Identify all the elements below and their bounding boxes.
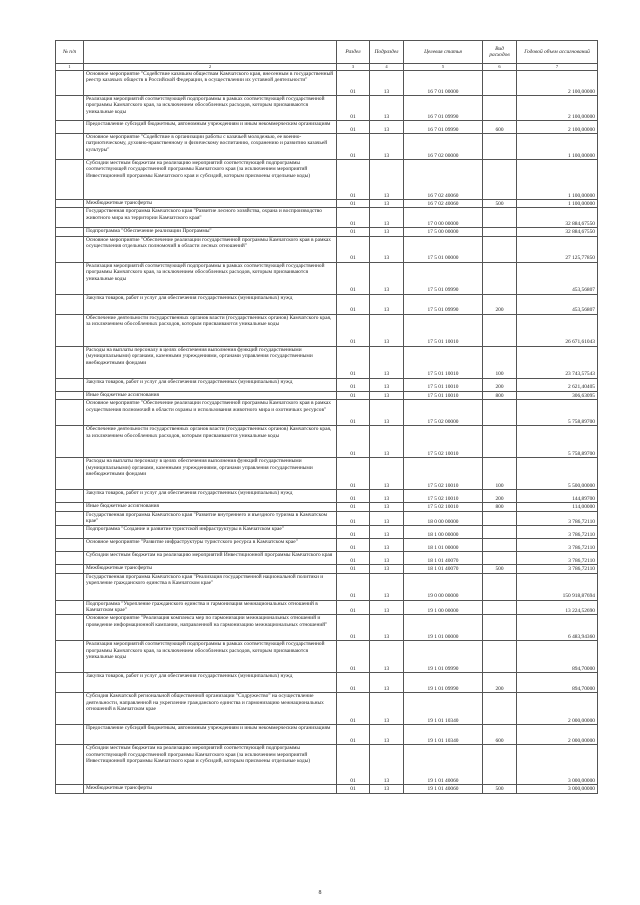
row-podrazdel: 13 [370, 573, 404, 600]
table-row [56, 378, 598, 391]
row-num [56, 725, 84, 745]
row-csr: 17 5 01 10010 [404, 314, 483, 346]
row-num [56, 745, 84, 785]
row-name: Подпрограмма "Укрепление гражданского единства и гармонизация межнациональных отношений в Камчатском крае" [84, 600, 337, 615]
row-sum: 2 000,00000 [517, 725, 598, 745]
row-num [56, 121, 84, 134]
table-row [56, 725, 598, 745]
row-num [56, 673, 84, 693]
row-csr: 18 1 01 40070 [404, 565, 483, 573]
row-vr: 500 [483, 565, 517, 573]
row-csr: 19 1 01 00000 [404, 615, 483, 641]
row-podrazdel: 13 [370, 121, 404, 134]
header-vr: Вид расходов [483, 41, 517, 64]
row-razdel: 01 [337, 693, 370, 725]
row-num [56, 490, 84, 503]
row-csr: 18 1 01 00000 [404, 539, 483, 552]
table-body [56, 71, 598, 794]
row-vr [483, 552, 517, 565]
row-name: Реализация мероприятий соответствующей подпрограммы в рамках соответствующей государственной программы Камчатского края, за исключением обособленных расходов, которым присваиваются уникальные коды [84, 96, 337, 121]
row-podrazdel: 13 [370, 693, 404, 725]
row-csr: 19 1 01 40060 [404, 745, 483, 785]
row-podrazdel: 13 [370, 725, 404, 745]
row-name: Основное мероприятие "Содействие казачьим обществам Камчатского края, внесенным в государственный реестр казачьих обществ в Российской Федерации, в осуществлении их уставной деятельности" [84, 71, 337, 96]
row-podrazdel: 13 [370, 426, 404, 458]
row-csr: 17 5 01 10010 [404, 346, 483, 378]
row-razdel: 01 [337, 160, 370, 200]
table-row [56, 693, 598, 725]
row-num [56, 96, 84, 121]
row-csr: 16 7 02 00000 [404, 134, 483, 160]
row-podrazdel: 13 [370, 600, 404, 615]
row-csr: 17 5 02 00000 [404, 400, 483, 426]
row-vr [483, 134, 517, 160]
row-sum: 3 000,00000 [517, 785, 598, 793]
row-vr [483, 236, 517, 262]
row-razdel: 01 [337, 400, 370, 426]
row-razdel: 01 [337, 134, 370, 160]
table-row [56, 600, 598, 615]
row-vr [483, 615, 517, 641]
row-podrazdel: 13 [370, 673, 404, 693]
row-podrazdel: 13 [370, 134, 404, 160]
row-sum: 2 621,40405 [517, 378, 598, 391]
table-row [56, 573, 598, 600]
row-csr: 16 7 01 09990 [404, 96, 483, 121]
row-csr: 17 5 01 09990 [404, 294, 483, 314]
row-csr: 18 1 00 00000 [404, 526, 483, 539]
table-row [56, 294, 598, 314]
row-name: Государственная программа Камчатского края "Развитие внутреннего и въездного туризма в Камчатском крае" [84, 511, 337, 526]
row-name: Закупка товаров, работ и услуг для обеспечения государственных (муниципальных) нужд [84, 378, 337, 391]
row-razdel: 01 [337, 641, 370, 673]
row-num [56, 228, 84, 236]
row-num [56, 314, 84, 346]
row-num [56, 160, 84, 200]
row-sum: 2 100,00000 [517, 71, 598, 96]
row-name: Государственная программа Камчатского края "Развитие лесного хозяйства, охрана и воспроизводство животного мира на территории Камчатского края" [84, 208, 337, 228]
row-vr [483, 228, 517, 236]
row-name: Реализация мероприятий соответствующей подпрограммы в рамках соответствующей государственной программы Камчатского края, за исключением обособленных расходов, которым присваиваются уникальные коды [84, 262, 337, 294]
table-row [56, 262, 598, 294]
row-name: Иные бюджетные ассигнования [84, 391, 337, 399]
row-podrazdel: 13 [370, 539, 404, 552]
budget-table [55, 40, 598, 794]
row-vr: 500 [483, 200, 517, 208]
row-vr: 200 [483, 490, 517, 503]
row-sum: 3 786,72110 [517, 565, 598, 573]
table-row [56, 391, 598, 399]
table-row [56, 200, 598, 208]
row-podrazdel: 13 [370, 511, 404, 526]
row-podrazdel: 13 [370, 745, 404, 785]
row-name: Основное мероприятие "Содействие в организации работы с казачьей молодежью, ее военно-патриотическому, духовно-нравственному и физическому воспитанию, сохранению и развитию казачьей культуры" [84, 134, 337, 160]
row-name: Основное мероприятие "Реализация комплекса мер по гармонизации межнациональных отношений и проведение информационной кампании, направленной на гармонизацию межнациональных отношений" [84, 615, 337, 641]
row-razdel: 01 [337, 391, 370, 399]
row-vr [483, 641, 517, 673]
row-csr: 17 5 01 00000 [404, 236, 483, 262]
row-sum: 144,89700 [517, 490, 598, 503]
row-vr: 800 [483, 503, 517, 511]
row-sum: 894,70000 [517, 673, 598, 693]
row-name: Обеспечение деятельности государственных органов власти (государственных органов) Камчатского края, за исключением обособленных расходов, которым присваиваются уникальные коды [84, 426, 337, 458]
row-razdel: 01 [337, 426, 370, 458]
row-razdel: 01 [337, 725, 370, 745]
row-num [56, 294, 84, 314]
table-row [56, 236, 598, 262]
row-csr: 17 5 02 10010 [404, 426, 483, 458]
row-razdel: 01 [337, 121, 370, 134]
row-vr [483, 314, 517, 346]
row-sum: 453,56807 [517, 262, 598, 294]
row-vr [483, 208, 517, 228]
table-row [56, 785, 598, 793]
row-num [56, 539, 84, 552]
row-num [56, 573, 84, 600]
row-vr: 100 [483, 458, 517, 490]
row-vr: 500 [483, 785, 517, 793]
table-row [56, 526, 598, 539]
row-vr [483, 573, 517, 600]
row-sum: 894,70000 [517, 641, 598, 673]
row-num [56, 600, 84, 615]
row-sum: 27 125,77850 [517, 236, 598, 262]
row-sum: 306,63095 [517, 391, 598, 399]
row-vr [483, 160, 517, 200]
col-number: 4 [370, 64, 404, 71]
row-csr: 17 5 00 00000 [404, 228, 483, 236]
row-podrazdel: 13 [370, 526, 404, 539]
row-razdel: 01 [337, 785, 370, 793]
row-vr [483, 526, 517, 539]
row-name: Закупка товаров, работ и услуг для обеспечения государственных (муниципальных) нужд [84, 490, 337, 503]
row-razdel: 01 [337, 208, 370, 228]
row-razdel: 01 [337, 526, 370, 539]
row-sum: 3 786,72110 [517, 552, 598, 565]
row-podrazdel: 13 [370, 490, 404, 503]
row-vr [483, 693, 517, 725]
row-razdel: 01 [337, 294, 370, 314]
row-name: Подпрограмма "Создание и развитие туристской инфраструктуры в Камчатском крае" [84, 526, 337, 539]
table-row [56, 96, 598, 121]
row-csr: 17 0 00 00000 [404, 208, 483, 228]
row-podrazdel: 13 [370, 262, 404, 294]
table-row [56, 503, 598, 511]
row-sum: 5 758,89700 [517, 400, 598, 426]
table-row [56, 615, 598, 641]
table-row [56, 565, 598, 573]
table-row [56, 71, 598, 96]
row-csr: 19 1 00 00000 [404, 600, 483, 615]
row-sum: 2 000,00000 [517, 693, 598, 725]
row-sum: 32 884,67550 [517, 228, 598, 236]
col-number: 6 [483, 64, 517, 71]
col-number: 7 [517, 64, 598, 71]
row-name: Основное мероприятие "Обеспечение реализации государственной программы Камчатского края в рамках осуществления отдельных полномочий в области лесных отношений" [84, 236, 337, 262]
row-csr: 17 5 02 10010 [404, 458, 483, 490]
row-num [56, 346, 84, 378]
row-num [56, 526, 84, 539]
row-num [56, 641, 84, 673]
row-sum: 6 483,94360 [517, 615, 598, 641]
row-sum: 1 100,00000 [517, 200, 598, 208]
row-sum: 32 884,67550 [517, 208, 598, 228]
row-vr: 200 [483, 378, 517, 391]
row-name: Предоставление субсидий бюджетным, автономным учреждениям и иным некоммерческим организациям [84, 725, 337, 745]
table-row [56, 160, 598, 200]
row-name: Иные бюджетные ассигнования [84, 503, 337, 511]
row-name: Обеспечение деятельности государственных органов власти (государственных органов) Камчатского края, за исключением обособленных расходов, которым присваиваются уникальные коды [84, 314, 337, 346]
row-podrazdel: 13 [370, 503, 404, 511]
page-number: 8 [318, 890, 322, 896]
row-vr [483, 426, 517, 458]
col-number: 3 [337, 64, 370, 71]
row-vr: 200 [483, 294, 517, 314]
row-num [56, 511, 84, 526]
row-num [56, 134, 84, 160]
table-row [56, 228, 598, 236]
row-name: Закупка товаров, работ и услуг для обеспечения государственных (муниципальных) нужд [84, 673, 337, 693]
table-row [56, 121, 598, 134]
row-csr: 16 7 01 09990 [404, 121, 483, 134]
row-name: Субсидия Камчатской региональной общественной организации "Содружество" на осуществление деятельности, направленной на укрепление гражданского единства и гармонизацию межнациональных отношений в Камчатском крае [84, 693, 337, 725]
table-row [56, 490, 598, 503]
row-podrazdel: 13 [370, 391, 404, 399]
row-name: Основное мероприятие "Обеспечение реализации государственной программы Камчатского края в рамках осуществления полномочий в области охраны и использования животного мира и охотничьих ресурсов" [84, 400, 337, 426]
row-podrazdel: 13 [370, 228, 404, 236]
row-podrazdel: 13 [370, 641, 404, 673]
row-num [56, 236, 84, 262]
row-sum: 114,00000 [517, 503, 598, 511]
row-sum: 13 224,52690 [517, 600, 598, 615]
row-sum: 3 786,72110 [517, 511, 598, 526]
header-sum: Годовой объем ассигнований [517, 41, 598, 64]
table-header-row [56, 41, 598, 64]
header-num: № п/п [56, 41, 84, 64]
row-name: Субсидии местным бюджетам на реализацию мероприятий соответствующей подпрограммы соответствующей государственной программы Камчатского края (за исключением мероприятий Инвестиционной программы Камчатского края и субсидий, которым присвоены отдельные коды) [84, 160, 337, 200]
row-razdel: 01 [337, 565, 370, 573]
row-podrazdel: 13 [370, 565, 404, 573]
row-razdel: 01 [337, 378, 370, 391]
row-razdel: 01 [337, 673, 370, 693]
row-name: Предоставление субсидий бюджетным, автономным учреждениям и иным некоммерческим организациям [84, 121, 337, 134]
row-csr: 17 5 01 09990 [404, 262, 483, 294]
header-csr: Целевая статья [404, 41, 483, 64]
row-razdel: 01 [337, 600, 370, 615]
row-razdel: 01 [337, 458, 370, 490]
row-razdel: 01 [337, 490, 370, 503]
row-num [56, 208, 84, 228]
row-sum: 1 100,00000 [517, 160, 598, 200]
row-podrazdel: 13 [370, 160, 404, 200]
row-name: Расходы на выплаты персоналу в целях обеспечения выполнения функций государственными (муниципальными) органами, казенными учреждениями, органами управления государственными внебюджетными фондами [84, 458, 337, 490]
row-podrazdel: 13 [370, 346, 404, 378]
row-name: Субсидии местным бюджетам на реализацию мероприятий Инвестиционной программы Камчатского края [84, 552, 337, 565]
row-num [56, 262, 84, 294]
row-csr: 16 7 02 40060 [404, 200, 483, 208]
row-name: Подпрограмма "Обеспечение реализации Программы" [84, 228, 337, 236]
row-num [56, 615, 84, 641]
row-csr: 17 5 02 10010 [404, 490, 483, 503]
row-vr [483, 262, 517, 294]
table-row [56, 208, 598, 228]
table-row [56, 134, 598, 160]
row-podrazdel: 13 [370, 208, 404, 228]
table-row [56, 400, 598, 426]
row-name: Реализация мероприятий соответствующей подпрограммы в рамках соответствующей государственной программы Камчатского края, за исключением обособленных расходов, которым присваиваются уникальные коды [84, 641, 337, 673]
row-csr: 19 1 01 10340 [404, 693, 483, 725]
row-sum: 26 671,61043 [517, 314, 598, 346]
row-vr: 600 [483, 725, 517, 745]
row-vr [483, 539, 517, 552]
row-num [56, 693, 84, 725]
row-sum: 5 500,00000 [517, 458, 598, 490]
row-num [56, 503, 84, 511]
row-num [56, 458, 84, 490]
row-podrazdel: 13 [370, 294, 404, 314]
col-number: 1 [56, 64, 84, 71]
table-row [56, 539, 598, 552]
table-row [56, 552, 598, 565]
row-num [56, 200, 84, 208]
row-podrazdel: 13 [370, 458, 404, 490]
row-csr: 16 7 01 00000 [404, 71, 483, 96]
table-row [56, 314, 598, 346]
row-podrazdel: 13 [370, 615, 404, 641]
row-csr: 16 7 02 40060 [404, 160, 483, 200]
row-razdel: 01 [337, 71, 370, 96]
row-razdel: 01 [337, 236, 370, 262]
row-sum: 5 758,89700 [517, 426, 598, 458]
row-podrazdel: 13 [370, 552, 404, 565]
row-name: Закупка товаров, работ и услуг для обеспечения государственных (муниципальных) нужд [84, 294, 337, 314]
row-num [56, 391, 84, 399]
row-podrazdel: 13 [370, 314, 404, 346]
row-razdel: 01 [337, 228, 370, 236]
header-podrazdel: Подраздел [370, 41, 404, 64]
row-sum: 1 100,00000 [517, 134, 598, 160]
row-name: Субсидии местным бюджетам на реализацию мероприятий соответствующей подпрограммы соответствующей государственной программы Камчатского края (за исключением мероприятий Инвестиционной программы Камчатского края и субсидий, которым присвоены отдельные коды) [84, 745, 337, 785]
row-num [56, 400, 84, 426]
row-name: Межбюджетные трансферты [84, 785, 337, 793]
table-row [56, 673, 598, 693]
row-razdel: 01 [337, 200, 370, 208]
row-vr [483, 745, 517, 785]
header-name [84, 41, 337, 64]
table-row [56, 511, 598, 526]
row-vr: 100 [483, 346, 517, 378]
row-csr: 17 5 01 10010 [404, 391, 483, 399]
row-podrazdel: 13 [370, 400, 404, 426]
table-row [56, 426, 598, 458]
row-sum: 3 000,00000 [517, 745, 598, 785]
row-razdel: 01 [337, 745, 370, 785]
col-number: 5 [404, 64, 483, 71]
row-num [56, 785, 84, 793]
table-row [56, 458, 598, 490]
row-vr [483, 600, 517, 615]
row-num [56, 426, 84, 458]
row-name: Расходы на выплаты персоналу в целях обеспечения выполнения функций государственными (муниципальными) органами, казенными учреждениями, органами управления государственными внебюджетными фондами [84, 346, 337, 378]
row-sum: 150 918,87694 [517, 573, 598, 600]
row-vr [483, 400, 517, 426]
row-vr [483, 511, 517, 526]
row-name: Основное мероприятие "Развитие инфраструктуры туристского ресурса в Камчатском крае" [84, 539, 337, 552]
row-name: Межбюджетные трансферты [84, 565, 337, 573]
row-csr: 19 1 01 40060 [404, 785, 483, 793]
row-csr: 18 1 01 40070 [404, 552, 483, 565]
row-razdel: 01 [337, 539, 370, 552]
row-num [56, 552, 84, 565]
row-csr: 19 1 01 09990 [404, 673, 483, 693]
row-razdel: 01 [337, 552, 370, 565]
row-vr: 800 [483, 391, 517, 399]
row-podrazdel: 13 [370, 96, 404, 121]
row-podrazdel: 13 [370, 236, 404, 262]
row-podrazdel: 13 [370, 200, 404, 208]
row-num [56, 71, 84, 96]
row-razdel: 01 [337, 503, 370, 511]
row-razdel: 01 [337, 96, 370, 121]
row-podrazdel: 13 [370, 378, 404, 391]
row-sum: 23 743,57543 [517, 346, 598, 378]
row-csr: 18 0 00 00000 [404, 511, 483, 526]
table-row [56, 745, 598, 785]
row-name: Государственная программа Камчатского края "Реализация государственной национальной политики и укрепление гражданского единства в Камчатском крае" [84, 573, 337, 600]
row-vr [483, 96, 517, 121]
column-number-row [56, 64, 598, 71]
row-vr: 200 [483, 673, 517, 693]
row-sum: 453,56807 [517, 294, 598, 314]
row-csr: 17 5 02 10010 [404, 503, 483, 511]
row-razdel: 01 [337, 615, 370, 641]
row-csr: 19 0 00 00000 [404, 573, 483, 600]
row-num [56, 378, 84, 391]
row-sum: 2 100,00000 [517, 121, 598, 134]
row-name: Межбюджетные трансферты [84, 200, 337, 208]
row-podrazdel: 13 [370, 785, 404, 793]
col-number: 2 [84, 64, 337, 71]
row-razdel: 01 [337, 573, 370, 600]
row-razdel: 01 [337, 262, 370, 294]
row-podrazdel: 13 [370, 71, 404, 96]
table-row [56, 346, 598, 378]
row-razdel: 01 [337, 346, 370, 378]
row-sum: 3 786,72110 [517, 526, 598, 539]
row-razdel: 01 [337, 314, 370, 346]
row-num [56, 565, 84, 573]
row-csr: 19 1 01 10340 [404, 725, 483, 745]
row-sum: 3 786,72110 [517, 539, 598, 552]
row-vr: 600 [483, 121, 517, 134]
row-sum: 2 100,00000 [517, 96, 598, 121]
row-razdel: 01 [337, 511, 370, 526]
row-vr [483, 71, 517, 96]
header-razdel: Раздел [337, 41, 370, 64]
budget-table-sheet [55, 40, 597, 794]
table-row [56, 641, 598, 673]
row-csr: 19 1 01 09990 [404, 641, 483, 673]
row-csr: 17 5 01 10010 [404, 378, 483, 391]
